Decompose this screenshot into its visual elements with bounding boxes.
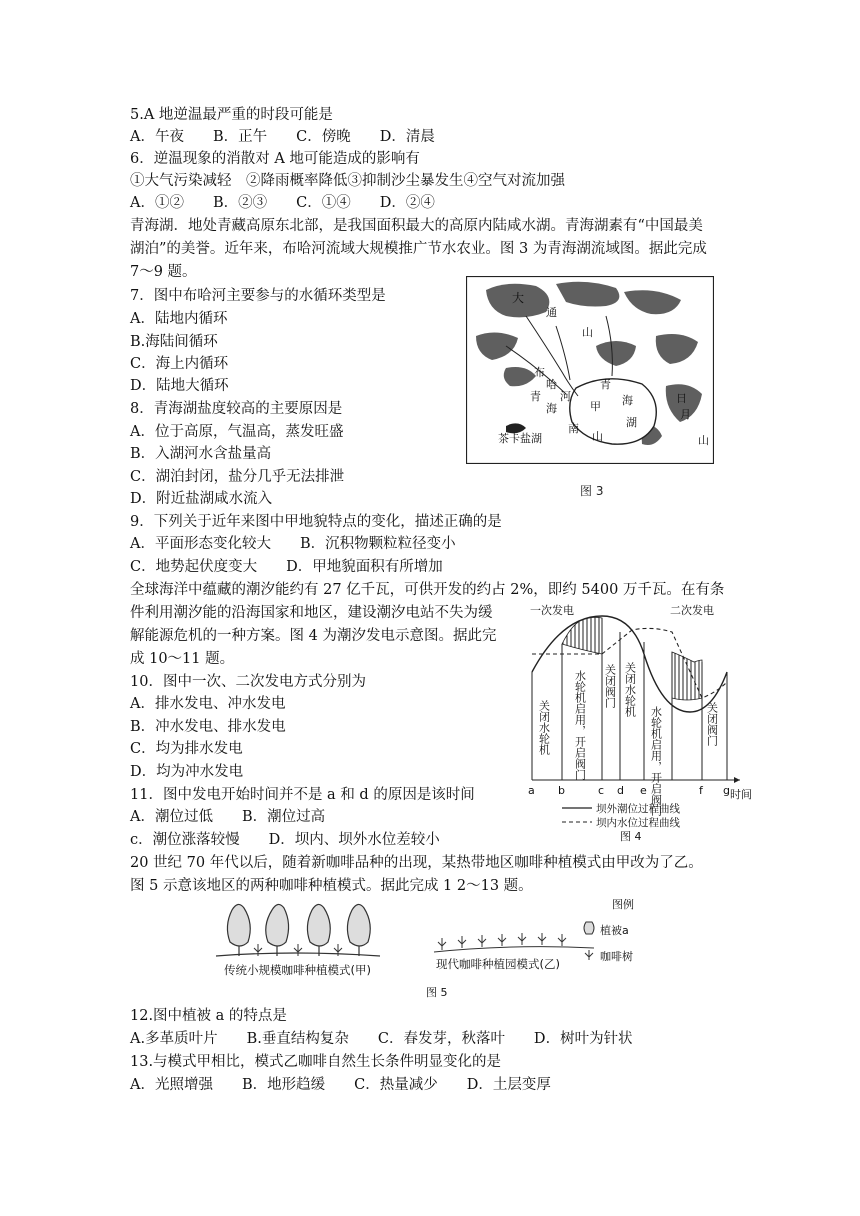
- legend-coffee: 咖啡树: [600, 950, 633, 963]
- mode-a-label: 传统小规模咖啡种植模式(甲): [224, 963, 371, 977]
- q9-options-cd: C．地势起伏度变大 D．甲地貌面积有所增加: [130, 559, 443, 575]
- q7-option-b: B.海陆间循环: [130, 334, 218, 350]
- q7-option-c: C．海上内循环: [130, 356, 229, 372]
- tick-b: b: [558, 784, 565, 797]
- q7-option-a: A．陆地内循环: [130, 311, 228, 327]
- map-label-hai2: 海: [622, 394, 633, 407]
- q8-stem: 8．青海湖盐度较高的主要原因是: [130, 401, 343, 417]
- q8-option-c: C．湖泊封闭，盐分几乎无法排泄: [130, 469, 345, 485]
- map-label-nan: 南: [568, 422, 579, 435]
- q9-stem: 9．下列关于近年来图中甲地貌特点的变化，描述正确的是: [130, 514, 502, 530]
- q12-options: A.多革质叶片 B.垂直结构复杂 C．春发芽，秋落叶 D．树叶为针状: [130, 1031, 633, 1047]
- map-label-yue: 月: [680, 408, 691, 421]
- tick-c: c: [598, 784, 605, 797]
- passage-qinghai-2: 湖泊”的美誉。近年来，布哈河流域大规模推广节水农业。图 3 为青海湖流域图。据此完成: [130, 241, 707, 257]
- tick-d: d: [617, 784, 624, 797]
- q5-stem: 5.A 地逆温最严重的时段可能是: [130, 107, 333, 123]
- figure-3-map: [466, 276, 714, 464]
- passage-coffee-1: 20 世纪 70 年代以后，随着新咖啡品种的出现，某热带地区咖啡种植模式由甲改为了乙。: [130, 855, 703, 871]
- passage-coffee-2: 图 5 示意该地区的两种咖啡种植模式。据此完成 1 2～13 题。: [130, 878, 533, 894]
- map-label-da: 大: [512, 291, 525, 305]
- figure-4-tidal: [522, 602, 752, 842]
- legend-outer: 坝外潮位过程曲线: [596, 803, 680, 815]
- q7-option-d: D．陆地大循环: [130, 378, 229, 394]
- q11-options-cd: c．潮位涨落较慢 D．坝内、坝外水位差较小: [130, 832, 440, 848]
- q13-options: A．光照增强 B．地形趋缓 C．热量减少 D．土层变厚: [130, 1077, 551, 1093]
- q7-stem: 7．图中布哈河主要参与的水循环类型是: [130, 288, 386, 304]
- q8-option-d: D．附近盐湖咸水流入: [130, 491, 273, 507]
- map-label-shan2: 山: [592, 430, 603, 443]
- figure-3-caption: 图 3: [580, 484, 604, 498]
- map-label-hai: 海: [546, 402, 557, 415]
- map-label-hu: 湖: [626, 416, 637, 429]
- map-label-ri: 日: [676, 392, 687, 405]
- map-label-salt-lake: 茶卡盐湖: [498, 432, 542, 445]
- q10-option-c: C．均为排水发电: [130, 741, 243, 757]
- q6-options: A．①② B．②③ C．①④ D．②④: [130, 195, 435, 211]
- first-gen-label: 一次发电: [530, 604, 574, 617]
- figure-4-caption: 图 4: [620, 830, 642, 842]
- legend-vegetation: 植被a: [600, 924, 629, 937]
- tick-a: a: [528, 784, 535, 797]
- phase-label-1: 关闭水轮机: [537, 700, 551, 755]
- map-label-qing: 青: [530, 390, 541, 403]
- tick-f: f: [699, 784, 703, 797]
- q13-stem: 13.与模式甲相比，模式乙咖啡自然生长条件明显变化的是: [130, 1054, 502, 1070]
- passage-tidal-1: 全球海洋中蕴藏的潮汐能约有 27 亿千瓦，可供开发的约占 2%，即约 5400 万千瓦。在有条: [130, 582, 725, 598]
- tick-g: g: [723, 784, 730, 797]
- map-label-shan3: 山: [698, 434, 709, 447]
- map-label-bu: 布: [534, 366, 545, 379]
- q10-option-b: B．冲水发电、排水发电: [130, 719, 286, 735]
- phase-label-4: 关闭水轮机: [623, 662, 637, 717]
- q10-option-a: A．排水发电、冲水发电: [130, 696, 286, 712]
- x-axis-label: 时间: [730, 788, 752, 801]
- q12-stem: 12.图中植被 a 的特点是: [130, 1008, 287, 1024]
- q11-stem: 11．图中发电开始时间并不是 a 和 d 的原因是该时间: [130, 787, 475, 803]
- legend-title: 图例: [612, 898, 634, 911]
- mode-b-label: 现代咖啡种植园模式(乙): [436, 957, 560, 971]
- map-label-qing2: 青: [600, 378, 611, 391]
- figure-5-coffee: [214, 896, 694, 1000]
- phase-label-2: 水轮机启用，开启阀门: [573, 670, 587, 780]
- legend-inner: 坝内水位过程曲线: [596, 817, 680, 829]
- phase-label-3: 关闭阀门: [603, 664, 617, 708]
- q8-option-b: B．入湖河水含盐量高: [130, 446, 272, 462]
- q8-option-a: A．位于高原，气温高，蒸发旺盛: [130, 424, 344, 440]
- passage-tidal-4: 成 10～11 题。: [130, 651, 235, 667]
- map-label-jia: 甲: [590, 400, 601, 413]
- map-label-ha: 哈: [546, 378, 557, 391]
- second-gen-label: 二次发电: [670, 604, 714, 617]
- passage-tidal-2: 件利用潮汐能的沿海国家和地区，建设潮汐电站不失为缓: [130, 605, 493, 621]
- map-label-shan1: 山: [582, 326, 593, 339]
- q9-options-ab: A．平面形态变化较大 B．沉积物颗粒粒径变小: [130, 536, 456, 552]
- q11-options-ab: A．潮位过低 B．潮位过高: [130, 809, 326, 825]
- map-label-he: 河: [560, 390, 571, 403]
- q6-stem: 6．逆温现象的消散对 A 地可能造成的影响有: [130, 151, 420, 167]
- passage-tidal-3: 解能源危机的一种方案。图 4 为潮汐发电示意图。据此完: [130, 628, 497, 644]
- passage-qinghai-1: 青海湖．地处青藏高原东北部，是我国面积最大的高原内陆咸水湖。青海湖素有“中国最美: [130, 218, 703, 234]
- passage-qinghai-3: 7～9 题。: [130, 264, 197, 280]
- map-label-tong: 通: [546, 306, 557, 319]
- q5-options: A．午夜 B．正午 C．傍晚 D．清晨: [130, 129, 435, 145]
- q10-option-d: D．均为冲水发电: [130, 764, 244, 780]
- q10-stem: 10．图中一次、二次发电方式分别为: [130, 674, 366, 690]
- tick-e: e: [640, 784, 647, 797]
- q6-items: ①大气污染减轻 ②降雨概率降低③抑制沙尘暴发生④空气对流加强: [130, 173, 565, 189]
- phase-label-6: 关闭阀门: [705, 702, 719, 746]
- figure-5-caption: 图 5: [426, 986, 448, 999]
- phase-label-5: 水轮机启用，开启阀门: [649, 706, 663, 816]
